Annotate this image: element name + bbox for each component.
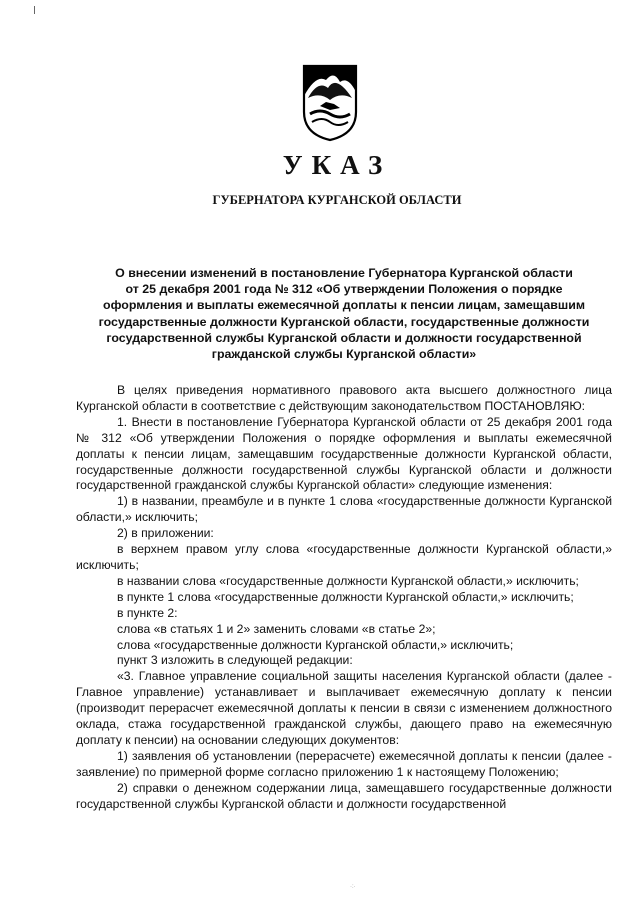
paragraph: в пункте 2:: [117, 605, 178, 620]
paragraph: 2) справки о денежном содержании лица, замещавшего государственные должности государственной службы Курганской области и должности государственной: [76, 780, 612, 811]
coat-of-arms-icon: [300, 62, 360, 142]
paragraph: слова «государственные должности Курганской области,» исключить;: [117, 637, 514, 652]
paragraph: в верхнем правом углу слова «государственные должности Курганской области,» исключить;: [76, 542, 612, 572]
scan-dots: ·:·: [350, 884, 356, 890]
document-title: УКАЗ: [282, 150, 392, 180]
heading-line: государственной службы Курганской области и должности государственной: [106, 330, 582, 345]
paragraph: 2) в приложении:: [117, 526, 214, 541]
paragraph: пункт 3 изложить в следующей редакции:: [117, 653, 353, 668]
paragraph: в пункте 1 слова «государственные должности Курганской области,» исключить;: [117, 589, 574, 604]
paragraph: слова «в статьях 1 и 2» заменить словами «в статье 2»;: [117, 621, 436, 636]
paragraph: В целях приведения нормативного правового акта высшего должностного лица Курганской области в соответствие с действующим законодательством ПОСТАНОВЛЯЮ:: [76, 383, 612, 413]
heading-line: государственные должности Курганской области, государственные должности: [98, 314, 590, 329]
paragraph: 1) в названии, преамбуле и в пункте 1 слова «государственные должности Курганской области,» исключить;: [76, 494, 612, 525]
scan-mark: [34, 6, 35, 14]
paragraph: 1) заявления об установлении (перерасчете) ежемесячной доплаты к пенсии (далее - заявление) по примерной форме согласно приложению 1 к настоящему Положению;: [76, 748, 612, 779]
paragraph: в названии слова «государственные должности Курганской области,» исключить;: [117, 573, 579, 588]
paragraph: 1. Внести в постановление Губернатора Курганской области от 25 декабря 2001 года № 312 «Об утверждении Положения о порядке оформления и выплаты ежемесячной доплаты к пенсии лицам, замещавшим государственные должности Курганской области, государственные должности государственной службы Курганской области и должности государственной гражданской службы Курганской области» следующие изменения:: [76, 414, 612, 493]
paragraph: «3. Главное управление социальной защиты населения Курганской области (далее - Главное управление) устанавливает и выплачивает ежемесячную доплату к пенсии (производит перерасчет ежемесячной доплаты к пенсии в связи с изменением должностного оклада, стажа государственной гражданской службы, дающего право на ежемесячную доплату к пенсии) на основании следующих документов:: [76, 669, 612, 747]
heading-line: О внесении изменений в постановление Губернатора Курганской области: [115, 266, 573, 280]
document-subtitle: ГУБЕРНАТОРА КУРГАНСКОЙ ОБЛАСТИ: [212, 193, 462, 207]
decree-body: [76, 383, 612, 812]
heading-line: от 25 декабря 2001 года № 312 «Об утверждении Положения о порядке: [125, 282, 563, 297]
heading-line: оформления и выплаты ежемесячной доплаты к пенсии лицам, замещавшим: [103, 298, 585, 313]
decree-heading: [74, 265, 614, 362]
heading-line: гражданской службы Курганской области»: [211, 347, 477, 362]
